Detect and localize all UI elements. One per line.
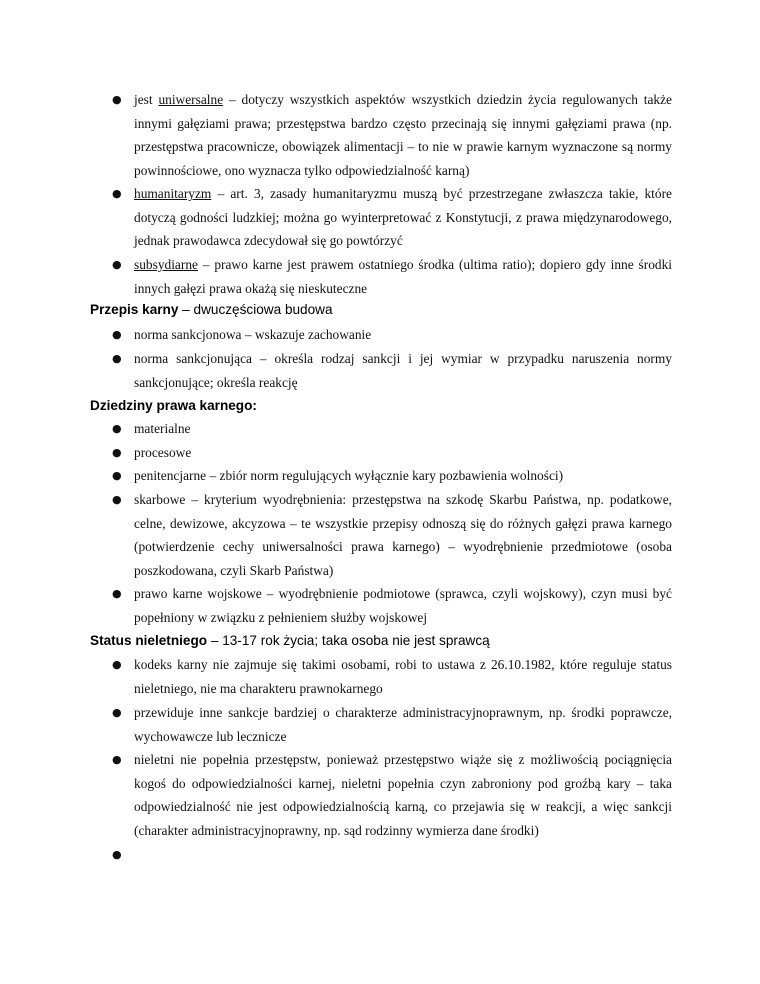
- list-item: [112, 417, 672, 441]
- item-text: prawo karne wojskowe – wyodrębnienie podmiotowe (sprawca, czyli wojskowy), czyn musi być popełniony w związku z pełnieniem służby wojskowej: [134, 586, 672, 625]
- term-uniwersalne: uniwersalne: [158, 92, 224, 107]
- heading-rest: – dwuczęściowa budowa: [178, 302, 333, 317]
- list-item: [112, 347, 672, 394]
- list-item: [112, 582, 672, 629]
- term-subsydiarne: subsydiarne: [134, 257, 198, 272]
- list-item: [112, 488, 672, 582]
- item-text: skarbowe – kryterium wyodrębnienia: przestępstwa na szkodę Skarbu Państwa, np. podatkowe, celne, dewizowe, akcyzowa – te wszystkie przepisy odnoszą się do różnych gałęzi prawa karnego (potwierdzenie cechy uniwersalności prawa karnego) – wyodrębnienie przedmiotowe (osoba poszkodowana, czyli Skarb Państwa): [134, 492, 672, 578]
- item-text: kodeks karny nie zajmuje się takimi osobami, robi to ustawa z 26.10.1982, które reguluje status nieletniego, nie ma charakteru prawnokarnego: [134, 657, 672, 696]
- list-item: [112, 441, 672, 465]
- list-item: [112, 748, 672, 842]
- list-item-humanitaryzm: [112, 182, 672, 253]
- bullet-icon: ●: [112, 446, 122, 459]
- heading-bold: Dziedziny prawa karnego:: [90, 398, 257, 413]
- item-text: przewiduje inne sankcje bardziej o charakterze administracyjnoprawnym, np. środki poprawcze, wychowawcze lub lecznicze: [134, 705, 672, 744]
- item-text: materialne: [134, 421, 191, 436]
- bullet-icon: ●: [112, 706, 122, 719]
- list-item: [112, 464, 672, 488]
- bullet-icon: ●: [112, 422, 122, 435]
- bullet-icon: ●: [112, 469, 122, 482]
- item-prefix: jest: [134, 92, 159, 107]
- list-item: [112, 653, 672, 700]
- item-text: nieletni nie popełnia przestępstw, ponieważ przestępstwo wiąże się z możliwością pociągnięcia kogoś do odpowiedzialności karnej, nieletni popełnia czyn zabroniony pod groźbą kary – taka odpowiedzialność nie jest odpowiedzialnością karną, co przejawia się w reakcji, a więc sankcji (charakter administracyjnoprawny, np. sąd rodzinny wymierza dane środki): [134, 752, 672, 838]
- heading-status-nieletniego: [90, 631, 690, 651]
- item-text: norma sankcjonowa – wskazuje zachowanie: [134, 327, 372, 342]
- item-text: – dotyczy wszystkich aspektów wszystkich dziedzin życia regulowanych także innymi gałęziami prawa; przestępstwa bardzo często przecinają się innymi gałęziami prawa (np. przestępstwa pracownicze, obowiązek alimentacji – to nie w prawie karnym wyznaczone są normy powinnościowe, ono wyznacza tylko odpowiedzialność karną): [134, 92, 672, 178]
- item-text: – prawo karne jest prawem ostatniego środka (ultima ratio); dopiero gdy inne środki innych gałęzi prawa okażą się nieskuteczne: [134, 257, 672, 296]
- heading-bold: Status nieletniego: [90, 633, 208, 648]
- item-text: – art. 3, zasady humanitaryzmu muszą być przestrzegane zwłaszcza takie, które dotyczą godności ludzkiej; można go wyinterpretować z Konstytucji, z prawa międzynarodowego, jednak prawodawca zdecydował się go powtórzyć: [134, 186, 672, 248]
- bullet-icon: ●: [112, 187, 122, 200]
- bullet-icon: ●: [112, 587, 122, 600]
- heading-rest: – 13-17 rok życia; taka osoba nie jest sprawcą: [207, 633, 490, 648]
- list-item-subsydiarne: [112, 253, 672, 300]
- bullet-icon: ●: [112, 328, 122, 341]
- bullet-icon: ●: [112, 753, 122, 766]
- item-text: norma sankcjonująca – określa rodzaj sankcji i jej wymiar w przypadku naruszenia normy sankcjonujące; określa reakcję: [134, 351, 672, 390]
- list-item-uniwersalne: [112, 88, 672, 182]
- bullet-icon: ●: [112, 93, 122, 106]
- bullet-icon: ●: [112, 258, 122, 271]
- term-humanitaryzm: humanitaryzm: [134, 186, 212, 201]
- bullet-icon: ●: [112, 848, 122, 861]
- heading-dziedziny: [90, 396, 690, 416]
- heading-przepis-karny: [90, 300, 690, 320]
- bullet-icon: ●: [112, 493, 122, 506]
- bullet-icon: ●: [112, 352, 122, 365]
- item-text: procesowe: [134, 445, 192, 460]
- list-item: [112, 323, 672, 347]
- bullet-icon: ●: [112, 658, 122, 671]
- heading-bold: Przepis karny: [90, 302, 179, 317]
- item-text: penitencjarne – zbiór norm regulujących wyłącznie kary pozbawienia wolności): [134, 468, 564, 483]
- list-item: [112, 701, 672, 748]
